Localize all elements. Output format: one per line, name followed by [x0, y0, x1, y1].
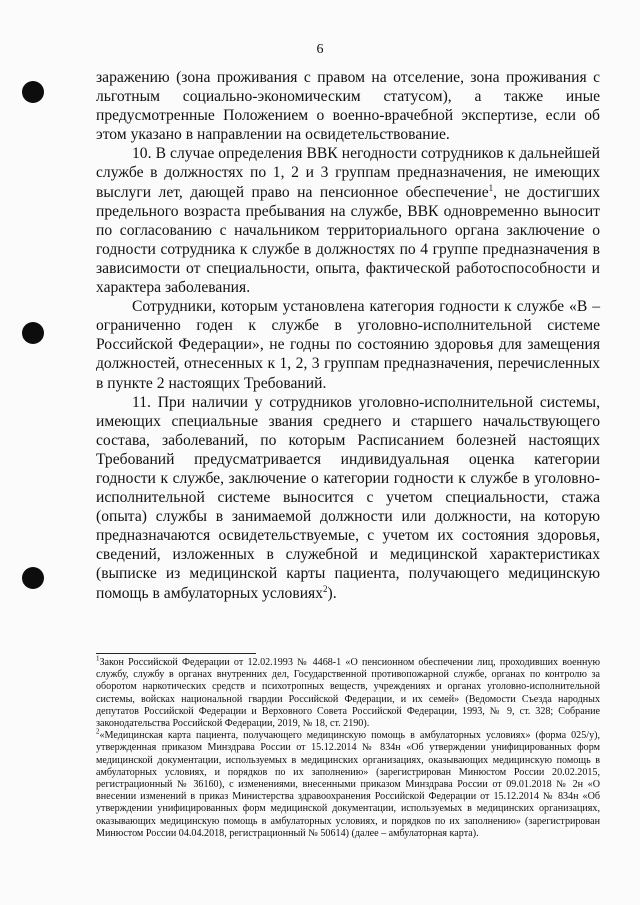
binder-hole: [22, 567, 44, 589]
footnote-text: Закон Российской Федерации от 12.02.1993 № 4468-1 «О пенсионном обеспечении лиц, проходивших военную службу, службу в органах внутренних дел, Государственной противопожарной службе, органах по контролю за оборотом наркотических средств и психотропных веществ, учреждениях и органах уголовно-исполнительной системы, войсках национальной гвардии Российской Федерации, и их семей» (Ведомости Съезда народных депутатов Российской Федерации и Верховного Совета Российской Федерации, 1993, № 9, ст. 328; Собрание законодательства Российской Федерации, 2019, № 18, ст. 2190).: [96, 657, 600, 730]
paragraph-text: Сотрудники, которым установлена категория годности к службе «В – ограниченно годен к службе в уголовно-исполнительной системе Российской Федерации», не годны по состоянию здоровья для замещения должностей, отнесенных к 1, 2, 3 группам предназначения, перечисленных в пункте 2 настоящих Требований.: [96, 298, 600, 392]
footnote-marker: 1: [96, 654, 100, 663]
document-body: [96, 68, 600, 603]
binder-hole: [22, 322, 44, 344]
paragraph-text: 11. При наличии у сотрудников уголовно-исполнительной системы, имеющих специальные звания среднего и старшего начальствующего состава, заболеваний, по которым Расписанием болезней настоящих Требований предусматривается индивидуальная оценка категории годности к службе, заключение о категории годности к службе в уголовно-исполнительной системе выносится с учетом специальности, стажа (опыта) службы в занимаемой должности или должности, на которую предназначаются освидетельствуемые, с учетом их состояния здоровья, сведений, изложенных в служебной и медицинской характеристиках (выписке из медицинской карты пациента, получающего медицинскую помощь в амбулаторных условиях: [96, 393, 600, 602]
footnote-separator: [96, 653, 256, 654]
footnotes: [96, 654, 600, 840]
paragraph-item-10: [96, 144, 600, 297]
paragraph-text: , не достигших предельного возраста пребывания на службе, ВВК одновременно выносит по согласованию с начальником территориального органа заключение о годности сотрудника к службе в должностях по 4 группе предназначения в зависимости от специальности, опыта, фактической работоспособности и характера заболевания.: [96, 183, 600, 297]
binder-hole: [22, 81, 44, 103]
footnote-marker: 2: [96, 727, 100, 736]
page-number: 6: [316, 42, 324, 57]
footnote-1: [96, 654, 600, 730]
paragraph-text: ).: [327, 584, 337, 602]
paragraph-text: 10. В случае определения ВВК негодности сотрудников к дальнейшей службе в должностях по 1, 2 и 3 группам предназначения, не имеющих выслуги лет, дающей право на пенсионное обеспечение: [96, 145, 600, 201]
paragraph-continuation: [96, 68, 600, 144]
footnote-ref[interactable]: 1: [488, 182, 494, 193]
paragraph-text: заражению (зона проживания с правом на отселение, зона проживания с льготным социально-экономическим статусом), а также иные предусмотренные Положением о военно-врачебной экспертизе, если об этом указано в направлении на освидетельствование.: [96, 69, 600, 144]
footnote-text: «Медицинская карта пациента, получающего медицинскую помощь в амбулаторных условиях» (форма 025/у), утвержденная приказом Минздрава России от 15.12.2014 № 834н «Об утверждении унифицированных форм медицинской документации, используемых в медицинских организациях, оказывающих медицинскую помощь в амбулаторных условиях, и порядков по их заполнению» (зарегистрирован Минюстом России 20.02.2015, регистрационный № 36160), с изменениями, внесенными приказом Минздрава России от 09.01.2018 № 2н «О внесении изменений в приказ Министерства здравоохранения Российской Федерации от 15.12.2014 № 834н «Об утверждении унифицированных форм медицинской документации, используемых в медицинских организациях, оказывающих медицинскую помощь в амбулаторных условиях, и порядков по их заполнению» (зарегистрирован Минюстом России 04.04.2018, регистрационный № 50614) (далее – амбулаторная карта).: [96, 730, 600, 839]
paragraph-item-11: [96, 393, 600, 603]
paragraph-category-v: [96, 297, 600, 392]
footnote-ref[interactable]: 2: [323, 583, 328, 594]
footnote-2: [96, 727, 600, 840]
